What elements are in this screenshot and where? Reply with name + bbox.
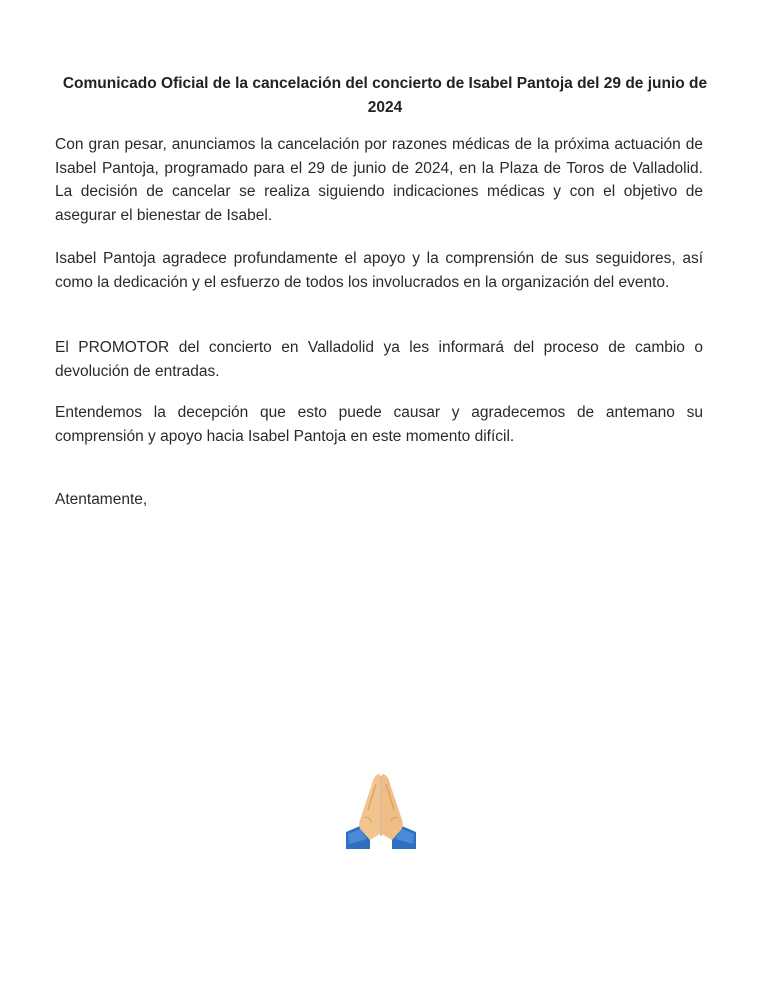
- paragraph-refund: El PROMOTOR del concierto en Valladolid ya les informará del proceso de cambio o devolución de entradas.: [55, 339, 703, 380]
- paragraph-cancellation: Con gran pesar, anunciamos la cancelación por razones médicas de la próxima actuación de Isabel Pantoja, programado para el 29 de junio de 2024, en la Plaza de Toros de Valladolid. La decisión de cancelar se realiza siguiendo indicaciones médicas y con el objetivo de asegurar el bienestar de Isabel.: [55, 136, 703, 224]
- paragraph-apology: Entendemos la decepción que esto puede causar y agradecemos de antemano su comprensión y apoyo hacia Isabel Pantoja en este momento difícil.: [55, 404, 703, 445]
- paragraph-thanks: Isabel Pantoja agradece profundamente el apoyo y la comprensión de sus seguidores, así como la dedicación y el esfuerzo de todos los involucrados en la organización del evento.: [55, 250, 703, 291]
- closing-text: Atentamente,: [55, 491, 148, 508]
- folded-hands-icon: [340, 770, 422, 852]
- document-title: Comunicado Oficial de la cancelación del concierto de Isabel Pantoja del 29 de junio de 2024: [62, 75, 708, 116]
